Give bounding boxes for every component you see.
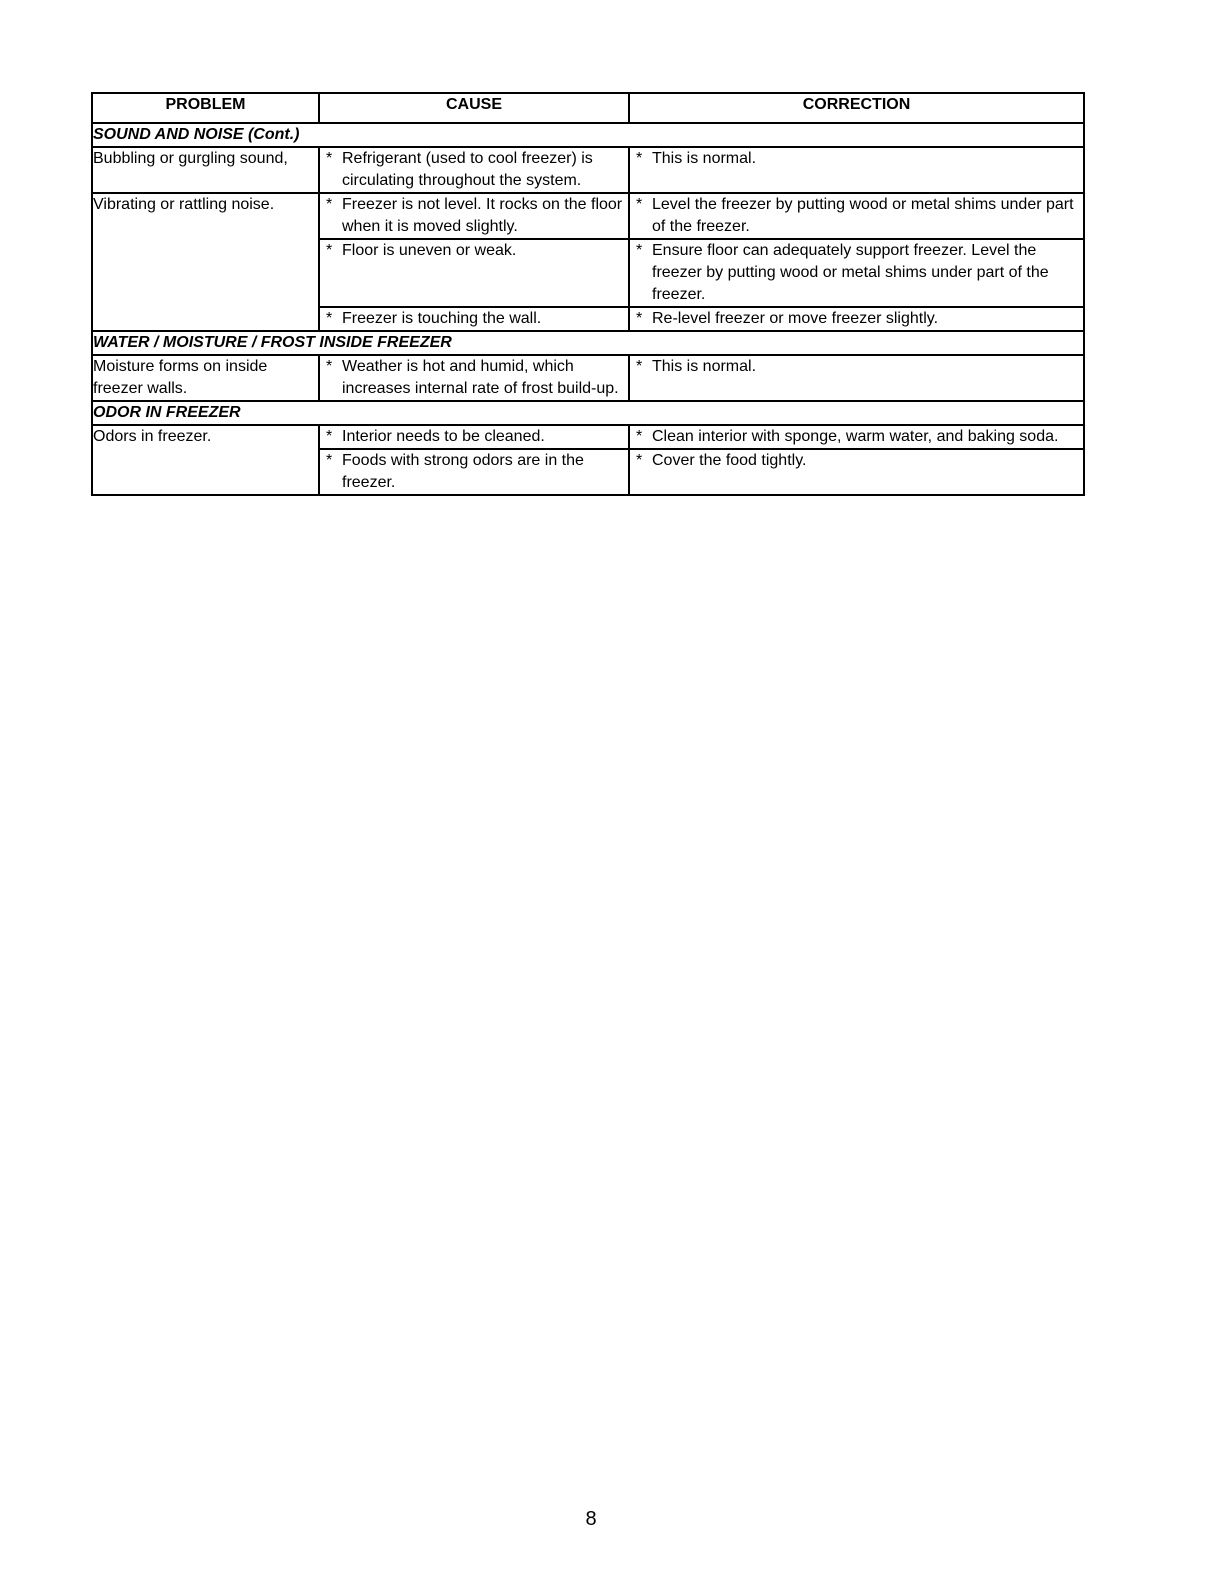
bullet-asterisk: * xyxy=(636,428,643,445)
correction-cell xyxy=(629,425,1084,449)
section-title: WATER / MOISTURE / FROST INSIDE FREEZER xyxy=(92,331,1084,355)
table-header-row xyxy=(92,93,1084,123)
problem-cell: Moisture forms on inside freezer walls. xyxy=(92,355,319,401)
cause-item xyxy=(320,240,628,262)
bullet-asterisk: * xyxy=(636,196,643,213)
cause-text: Floor is uneven or weak. xyxy=(342,242,517,259)
section-title: SOUND AND NOISE (Cont.) xyxy=(92,123,1084,147)
correction-item xyxy=(630,426,1083,448)
correction-item xyxy=(630,356,1083,378)
cause-cell xyxy=(319,147,629,193)
cause-cell xyxy=(319,239,629,307)
table-row xyxy=(92,193,1084,239)
correction-text: This is normal. xyxy=(652,358,757,375)
cause-cell xyxy=(319,193,629,239)
bullet-asterisk: * xyxy=(636,358,643,375)
correction-cell xyxy=(629,449,1084,495)
bullet-asterisk: * xyxy=(326,310,333,327)
cause-item xyxy=(320,450,628,494)
correction-item xyxy=(630,240,1083,306)
problem-cell: Bubbling or gurgling sound, xyxy=(92,147,319,193)
section-title: ODOR IN FREEZER xyxy=(92,401,1084,425)
table-row xyxy=(92,425,1084,449)
correction-text: Level the freezer by putting wood or metal shims under part of the freezer. xyxy=(652,196,1074,235)
cause-text: Interior needs to be cleaned. xyxy=(342,428,545,445)
header-cause: CAUSE xyxy=(319,93,629,123)
bullet-asterisk: * xyxy=(326,150,333,167)
page-number: 8 xyxy=(585,1508,597,1530)
correction-item xyxy=(630,148,1083,170)
correction-text: Clean interior with sponge, warm water, and baking soda. xyxy=(652,428,1059,445)
problem-cell: Vibrating or rattling noise. xyxy=(92,193,319,331)
correction-item xyxy=(630,308,1083,330)
correction-item xyxy=(630,194,1083,238)
correction-cell xyxy=(629,193,1084,239)
table-body xyxy=(92,123,1084,495)
cause-text: Foods with strong odors are in the freezer. xyxy=(342,452,584,491)
bullet-asterisk: * xyxy=(326,452,333,469)
section-row xyxy=(92,331,1084,355)
bullet-asterisk: * xyxy=(636,310,643,327)
correction-item xyxy=(630,450,1083,472)
bullet-asterisk: * xyxy=(326,428,333,445)
bullet-asterisk: * xyxy=(326,242,333,259)
correction-cell xyxy=(629,355,1084,401)
cause-item xyxy=(320,194,628,238)
troubleshooting-table xyxy=(91,92,1085,496)
cause-cell xyxy=(319,355,629,401)
cause-text: Refrigerant (used to cool freezer) is circulating throughout the system. xyxy=(342,150,593,189)
cause-cell xyxy=(319,449,629,495)
correction-text: Ensure floor can adequately support freezer. Level the freezer by putting wood or metal shims under part of the freezer. xyxy=(652,242,1049,303)
cause-cell xyxy=(319,425,629,449)
cause-item xyxy=(320,426,628,448)
header-correction: CORRECTION xyxy=(629,93,1084,123)
cause-text: Freezer is touching the wall. xyxy=(342,310,542,327)
bullet-asterisk: * xyxy=(326,196,333,213)
table-row xyxy=(92,355,1084,401)
cause-item xyxy=(320,356,628,400)
bullet-asterisk: * xyxy=(326,358,333,375)
correction-text: Re-level freezer or move freezer slightly. xyxy=(652,310,939,327)
cause-cell xyxy=(319,307,629,331)
correction-cell xyxy=(629,147,1084,193)
bullet-asterisk: * xyxy=(636,242,643,259)
bullet-asterisk: * xyxy=(636,452,643,469)
bullet-asterisk: * xyxy=(636,150,643,167)
table-row xyxy=(92,147,1084,193)
cause-item xyxy=(320,148,628,192)
section-row xyxy=(92,123,1084,147)
problem-cell: Odors in freezer. xyxy=(92,425,319,495)
cause-text: Freezer is not level. It rocks on the floor when it is moved slightly. xyxy=(342,196,623,235)
correction-cell xyxy=(629,307,1084,331)
cause-item xyxy=(320,308,628,330)
cause-text: Weather is hot and humid, which increases internal rate of frost build-up. xyxy=(342,358,619,397)
header-problem: PROBLEM xyxy=(92,93,319,123)
correction-cell xyxy=(629,239,1084,307)
section-row xyxy=(92,401,1084,425)
correction-text: This is normal. xyxy=(652,150,757,167)
correction-text: Cover the food tightly. xyxy=(652,452,807,469)
